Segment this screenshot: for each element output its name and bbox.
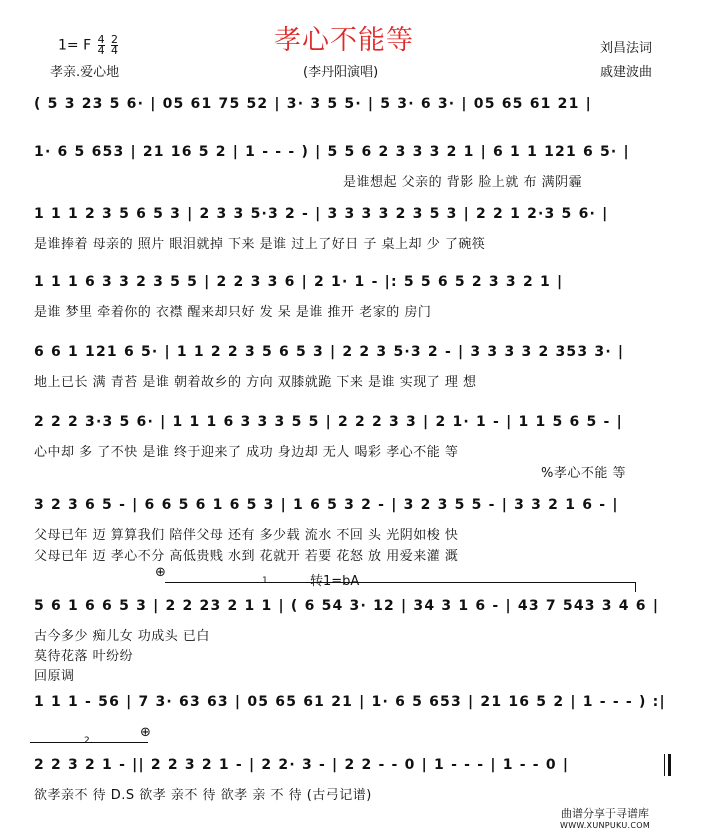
modulation-label: 转1=bA (310, 574, 360, 589)
lyric-row-10: 欲孝亲不 待 D.S 欲孝 亲不 待 欲孝 亲 不 待 (古弓记谱) (34, 788, 372, 803)
time-signature-a: $\frac{4}{4}$ (97, 33, 105, 57)
lyricist: 刘昌法词 (600, 41, 653, 56)
lyric-row-5: 地上已长 满 青苔 是谁 朝着故乡的 方向 双膝就跪 下来 是谁 实现了 理 想 (34, 375, 477, 390)
lyric-row-2: 是谁想起 父亲的 背影 脸上就 布 满阴霾 (343, 175, 583, 190)
final-barline-thin (664, 754, 665, 776)
composer: 戚建波曲 (600, 65, 653, 80)
volta-bracket-1 (165, 582, 635, 583)
score-row-9: 1 1 1 - 56 | 7 3· 63 63 | 05 65 61 21 | 1· 6 5 653 | 21 16 5 2 | 1 - - - ) :| (34, 694, 666, 710)
score-row-5: 6 6 1 121 6 5· | 1 1 2 2 3 5 6 5 3 | 2 2 3 5·3 2 - | 3 3 3 3 2 353 3· | (34, 344, 625, 360)
site-url: WWW.XUNPUKU.COM (560, 821, 651, 830)
score-row-8: 5 6 1 6 6 5 3 | 2 2 23 2 1 1 | ( 6 54 3· 12 | 34 3 1 6 - | 43 7 543 3 4 6 | (34, 598, 660, 614)
lyric-row-7a: 父母已年 迈 算算我们 陪伴父母 还有 多少载 流水 不回 头 光阴如梭 快 (34, 528, 459, 543)
score-row-10: 2 2 3 2 1 - || 2 2 3 2 1 - | 2 2· 3 - | 2 2 - - 0 | 1 - - - | 1 - - 0 | (34, 757, 570, 773)
time-signature-b: $\frac{2}{4}$ (111, 33, 119, 57)
site-name: 曲谱分享于寻谱库 (561, 807, 650, 820)
volta-bracket-1-end (635, 582, 636, 592)
score-row-2: 1· 6 5 653 | 21 16 5 2 | 1 - - - ) | 5 5 6 2 3 3 3 2 1 | 6 1 1 121 6 5· | (34, 144, 630, 160)
lyric-row-8a: 古今多少 痴儿女 功成头 已白 (34, 629, 210, 644)
final-barline-thick (668, 754, 671, 776)
score-row-1: ( 5 3 23 5 6· | 05 61 75 52 | 3· 3 5 5· | 5 3· 6 3· | 05 65 61 21 | (34, 96, 592, 112)
lyric-row-7b: 父母已年 迈 孝心不分 高低贵贱 水到 花就开 若要 花怒 放 用爱来灌 溉 (34, 549, 459, 564)
singer: (李丹阳演唱) (303, 65, 379, 80)
coda-symbol-1: ⊕ (155, 565, 166, 580)
score-row-4: 1 1 1 6 3 3 2 3 5 5 | 2 2 3 3 6 | 2 1· 1 - |: 5 5 6 5 2 3 3 2 1 | (34, 274, 564, 290)
lyric-row-4: 是谁 梦里 牵着你的 衣襟 醒来却只好 发 呆 是谁 推开 老家的 房门 (34, 305, 432, 320)
score-row-7: 3 2 3 6 5 - | 6 6 5 6 1 6 5 3 | 1 6 5 3 2 - | 3 2 3 5 5 - | 3 3 2 1 6 - | (34, 497, 619, 513)
lyric-row-8b: 莫待花落 叶纷纷 (34, 649, 134, 664)
lyric-row-6-segno: %孝心不能 等 (541, 466, 626, 481)
song-title: 孝心不能等 (274, 25, 414, 56)
key-signature: 1= F $\frac{4}{4}$ $\frac{2}{4}$ (58, 33, 119, 57)
score-row-3: 1 1 1 2 3 5 6 5 3 | 2 3 3 5·3 2 - | 3 3 3 3 2 3 5 3 | 2 2 1 2·3 5 6· | (34, 206, 609, 222)
coda-symbol-2: ⊕ (140, 725, 151, 740)
volta-2-label: 2. (84, 736, 93, 746)
lyric-row-3: 是谁捧着 母亲的 照片 眼泪就掉 下来 是谁 过上了好日 子 桌上却 少 了碗筷 (34, 237, 486, 252)
site-watermark (560, 808, 650, 832)
score-row-6: 2 2 2 3·3 5 6· | 1 1 1 6 3 3 3 5 5 | 2 2 2 3 3 | 2 1· 1 - | 1 1 5 6 5 - | (34, 414, 623, 430)
volta-1-label: 1. (262, 576, 271, 586)
subtitle-left: 孝亲.爱心地 (50, 65, 120, 80)
lyric-row-6: 心中却 多 了不快 是谁 终于迎来了 成功 身边却 无人 喝彩 孝心不能 等 (34, 445, 459, 460)
lyric-row-8c: 回原调 (34, 669, 75, 684)
